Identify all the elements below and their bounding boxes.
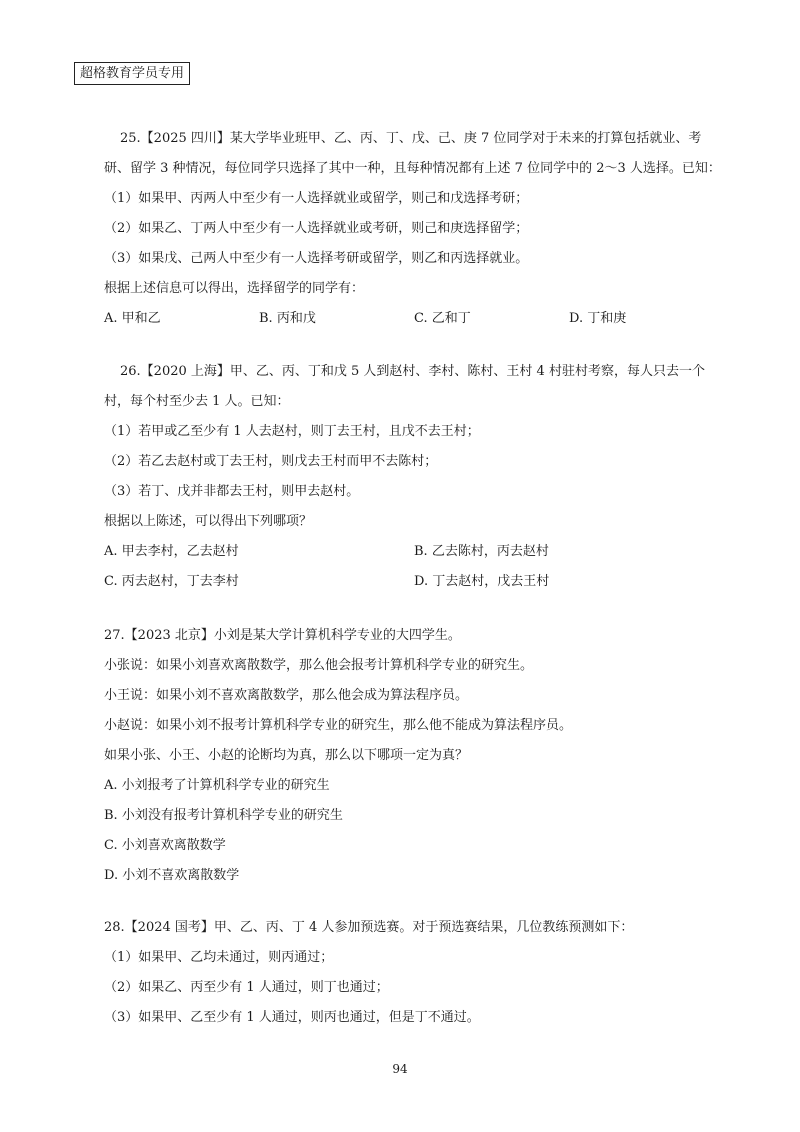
option-a[interactable]: A. 甲去李村，乙去赵村 [104, 544, 239, 559]
question-prompt: 如果小张、小王、小赵的论断均为真，那么以下哪项一定为真？ [104, 748, 469, 763]
question-28 [104, 913, 724, 1033]
condition-line: （2）如果乙、丙至少有 1 人通过，则丁也通过； [104, 980, 389, 995]
exclusive-use-badge: 超格教育学员专用 [74, 62, 190, 85]
question-stem: 26.【2020 上海】甲、乙、丙、丁和戊 5 人到赵村、李村、陈村、王村 4 村驻村考察，每人只去一个村，每个村至少去 1 人。已知： [104, 364, 705, 409]
option-a[interactable]: A. 甲和乙 [104, 311, 161, 326]
condition-line: （1）如果甲、乙均未通过，则丙通过； [104, 950, 334, 965]
condition-line: （3）如果戊、己两人中至少有一人选择考研或留学，则乙和丙选择就业。 [104, 251, 529, 266]
condition-line: （1）若甲或乙至少有 1 人去赵村，则丁去王村，且戊不去王村； [104, 424, 480, 439]
option-d[interactable]: D. 丁和庚 [569, 311, 627, 326]
question-stem: 27.【2023 北京】小刘是某大学计算机科学专业的大四学生。 [104, 628, 461, 643]
condition-line: （3）如果甲、乙至少有 1 人通过，则丙也通过，但是丁不通过。 [104, 1010, 480, 1025]
option-b[interactable]: B. 小刘没有报考计算机科学专业的研究生 [104, 808, 343, 823]
condition-line: 小赵说：如果小刘不报考计算机科学专业的研究生，那么他不能成为算法程序员。 [104, 718, 573, 733]
options-row [104, 304, 724, 334]
condition-line: （2）如果乙、丁两人中至少有一人选择就业或考研，则己和庚选择留学； [104, 221, 529, 236]
option-c[interactable]: C. 小刘喜欢离散数学 [104, 838, 226, 853]
question-stem: 28.【2024 国考】甲、乙、丙、丁 4 人参加预选赛。对于预选赛结果，几位教练预测如下： [104, 920, 634, 935]
page-number: 94 [392, 1062, 408, 1076]
question-27 [104, 621, 724, 891]
condition-line: （2）若乙去赵村或丁去王村，则戊去王村而甲不去陈村； [104, 454, 438, 469]
options-row [104, 567, 724, 597]
question-stem: 25.【2025 四川】某大学毕业班甲、乙、丙、丁、戊、己、庚 7 位同学对于未来的打算包括就业、考研、留学 3 种情况，每位同学只选择了其中一种，且每种情况都有上述 7 位同学中的 2～3 人选择。已知： [104, 131, 721, 176]
option-c[interactable]: C. 丙去赵村，丁去李村 [104, 574, 239, 589]
condition-line: 小张说：如果小刘喜欢离散数学，那么他会报考计算机科学专业的研究生。 [104, 658, 534, 673]
question-25 [104, 124, 724, 334]
condition-line: 小王说：如果小刘不喜欢离散数学，那么他会成为算法程序员。 [104, 688, 469, 703]
question-prompt: 根据以上陈述，可以得出下列哪项？ [104, 514, 313, 529]
question-prompt: 根据上述信息可以得出，选择留学的同学有： [104, 281, 365, 296]
question-26 [104, 357, 724, 597]
option-b[interactable]: B. 乙去陈村，丙去赵村 [414, 544, 549, 559]
option-d[interactable]: D. 小刘不喜欢离散数学 [104, 868, 240, 883]
condition-line: （3）若丁、戊并非都去王村，则甲去赵村。 [104, 484, 360, 499]
option-b[interactable]: B. 丙和戊 [259, 311, 316, 326]
option-c[interactable]: C. 乙和丁 [414, 311, 471, 326]
option-d[interactable]: D. 丁去赵村，戊去王村 [414, 574, 550, 589]
option-a[interactable]: A. 小刘报考了计算机科学专业的研究生 [104, 778, 330, 793]
condition-line: （1）如果甲、丙两人中至少有一人选择就业或留学，则己和戊选择考研； [104, 191, 529, 206]
options-row [104, 537, 724, 567]
